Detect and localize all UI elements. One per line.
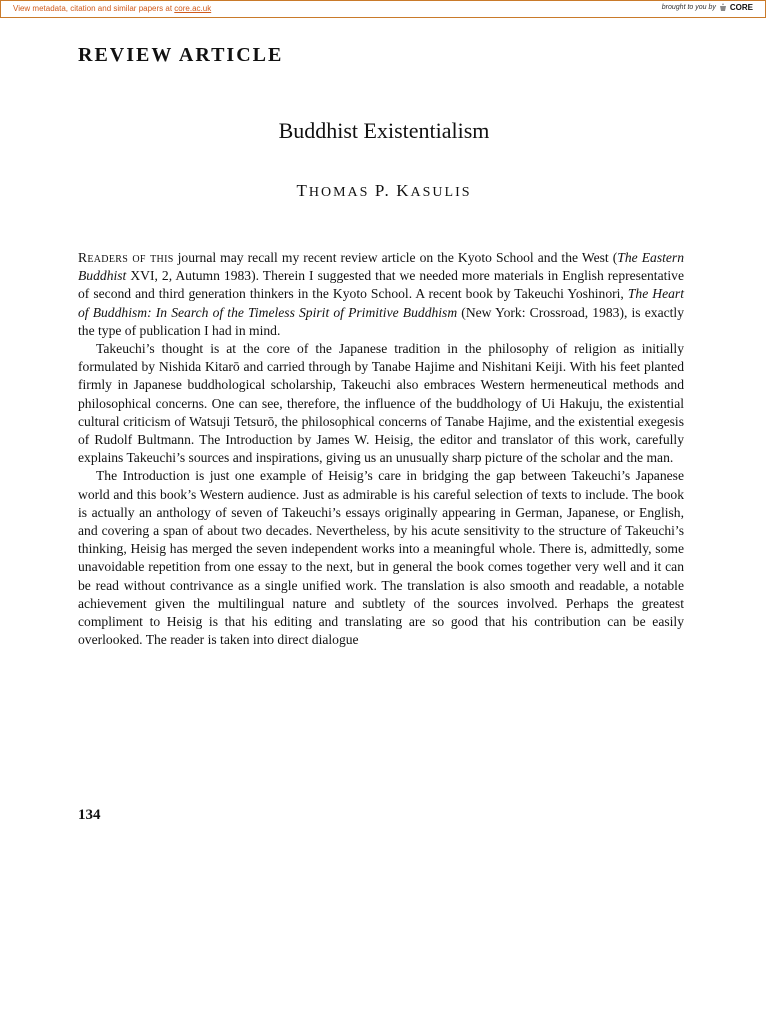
article-author	[0, 181, 768, 201]
paragraph-1-text-b: XVI, 2, Autumn 1983). Therein I suggested that we needed more materials in English representative of second and third generation thinkers in the Kyoto School. A recent book by Takeuchi Yoshinori,	[78, 268, 684, 302]
article-body	[78, 249, 684, 649]
core-logo-text: CORE	[729, 3, 753, 12]
paragraph-1-text-c: (New York: Crossroad, 1983), is exactly the type of publication I had in mind.	[78, 304, 684, 338]
core-brought-by[interactable]	[662, 3, 753, 12]
author-last-rest: ASULIS	[410, 185, 472, 200]
core-logo-icon	[719, 3, 727, 12]
paragraph-1-text-a: journal may recall my recent review article on the Kyoto School and the West (	[173, 250, 618, 265]
author-first-initial: T	[296, 181, 309, 200]
paragraph-2: Takeuchi’s thought is at the core of the Japanese tradition in the philosophy of religion as initially formulated by Nishida Kitarō and carried through by Tanabe Hajime and Nishitani Keiji. With his feet planted firmly in Japanese buddhological scholarship, Takeuchi also embraces Western hermeneutical methods and philosophical concerns. One can see, therefore, the influence of the buddhology of Ui Hakuju, the existential cultural criticism of Watsuji Tetsurō, the philosophical concerns of Tanabe Hajime, and the existential exegesis of Rudolf Bultmann. The Introduction by James W. Heisig, the editor and translator of this work, carefully explains Takeuchi’s sources and inspirations, giving us an unusually sharp picture of the scholar and the man.	[78, 341, 684, 466]
author-last-initial: K	[396, 181, 411, 200]
page-number: 134	[78, 807, 101, 823]
paragraph-1	[78, 249, 684, 340]
book-title-italic: The Heart of Buddhism: In Search of the Timeless Spirit of Primitive Buddhism	[78, 286, 684, 320]
author-middle-initial: P.	[374, 181, 391, 200]
section-header: REVIEW ARTICLE	[78, 44, 284, 66]
core-metadata-prefix: View metadata, citation and similar papers at	[13, 4, 175, 13]
core-banner	[0, 0, 766, 18]
core-link[interactable]: core.ac.uk	[174, 4, 212, 13]
article-title: Buddhist Existentialism	[278, 118, 490, 143]
journal-title-italic: The Eastern Buddhist	[78, 250, 685, 284]
paragraph-3: The Introduction is just one example of Heisig’s care in bridging the gap between Takeuchi’s Japanese world and this book’s Western audience. Just as admirable is his careful selection of texts to include. The book is actually an anthology of seven of Takeuchi’s essays originally appearing in German, Japanese, or English, and covering a span of about two decades. Nevertheless, by his acute sensitivity to the structure of Takeuchi’s thinking, Heisig has merged the seven independent works into a meaningful whole. There is, admittedly, some unavoidable repetition from one essay to the next, but in general the book comes together very well and it can be read without contrivance as a single unified work. The translation is also smooth and readable, a notable achievement given the multilingual nature and subtlety of the sources involved. Perhaps the greatest compliment to Heisig is that his editing and translating are so good that his contribution can be easily overlooked. The reader is taken into direct dialogue	[78, 468, 684, 648]
core-metadata-text	[13, 4, 211, 13]
author-first-rest: HOMAS	[308, 185, 370, 200]
lead-in-small-caps: Readers of this	[78, 250, 174, 265]
core-brought-by-text: brought to you by	[661, 4, 716, 11]
